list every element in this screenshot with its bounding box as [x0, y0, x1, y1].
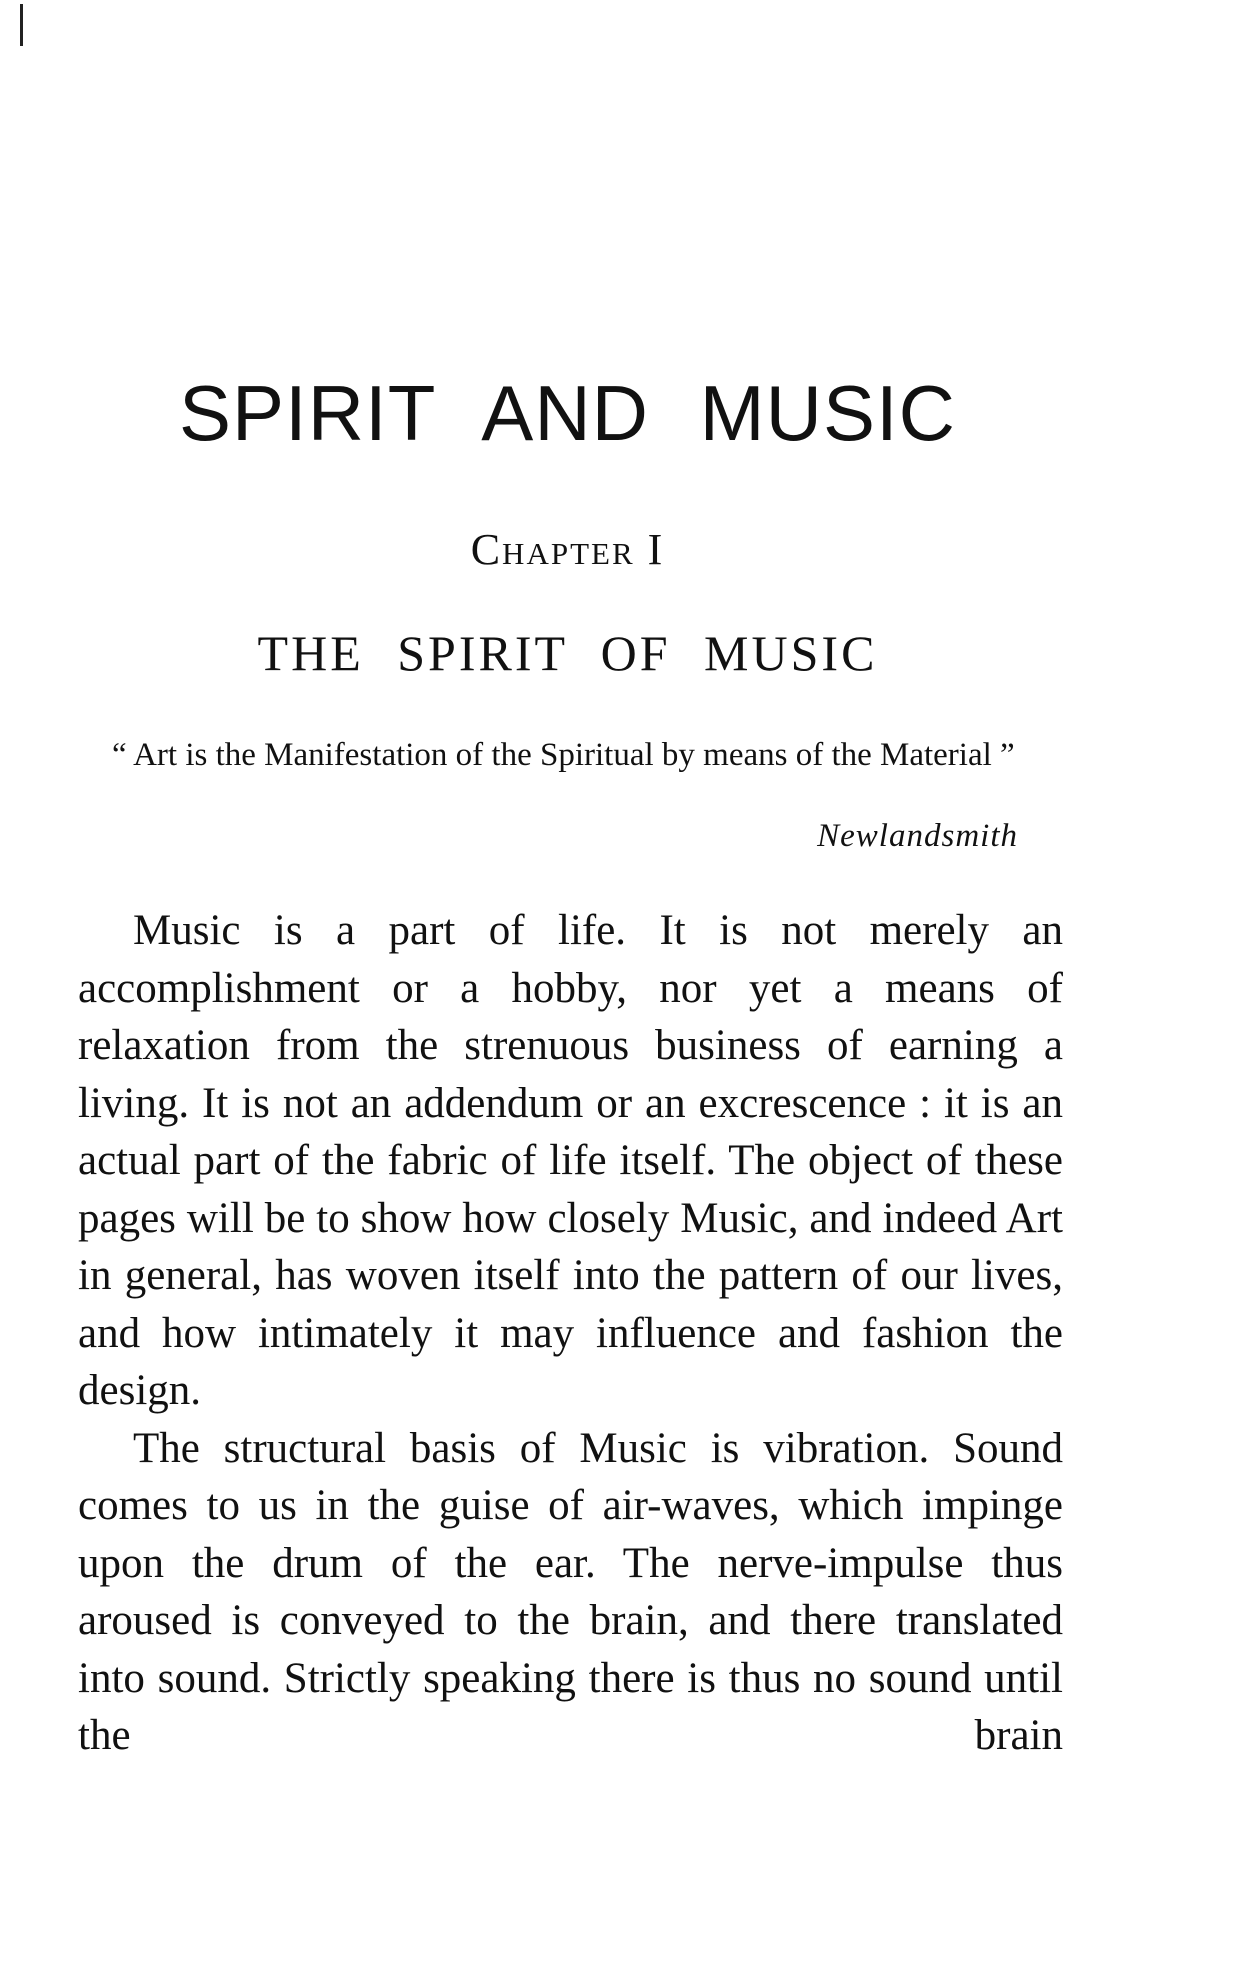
book-title: SPIRIT AND MUSIC [178, 369, 956, 457]
epigraph-attribution: Newlandsmith [817, 818, 1018, 854]
body-text [78, 902, 1063, 1765]
paragraph: Music is a part of life. It is not merely an accomplishment or a hobby, nor yet a means of relaxation from the strenuous business of earning a living. It is not an addendum or an excrescence : it is an actual part of the fabric of life itself. The object of these pages will be to show how closely Music, and indeed Art in general, has woven itself into the pattern of our lives, and how intimately it may influence and fashion the design. [78, 907, 1063, 1414]
paragraph: The structural basis of Music is vibration. Sound comes to us in the guise of air-waves, which impinge upon the drum of the ear. The nerve-impulse thus aroused is conveyed to the brain, and there translated into sound. Strictly speaking there is thus no sound until the brain [78, 1424, 1063, 1759]
margin-mark [20, 4, 23, 46]
chapter-label: Chapter I [470, 525, 665, 574]
epigraph-quote: “ Art is the Manifestation of the Spiritual by means of the Material ” [112, 737, 1015, 773]
chapter-title: THE SPIRIT OF MUSIC [257, 625, 878, 681]
